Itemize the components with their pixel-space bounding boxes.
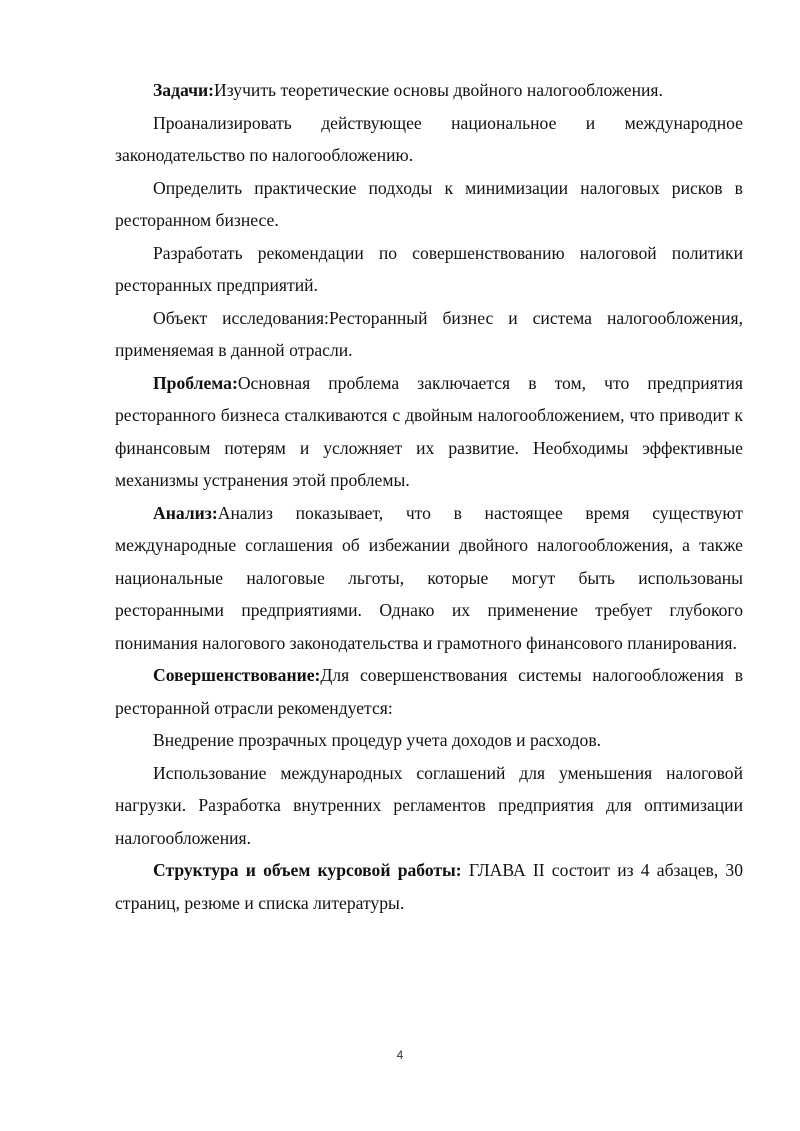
paragraph-problem	[115, 367, 743, 497]
page-number: 4	[396, 1048, 404, 1062]
paragraph-research-object	[115, 302, 743, 367]
document-body	[115, 74, 743, 919]
paragraph-improvement	[115, 659, 743, 724]
paragraph-analysis	[115, 497, 743, 660]
paragraph-text: Основная проблема заключается в том, что предприятия ресторанного бизнеса сталкиваются с двойным налогообложением, что приводит к финансовым потерям и усложняет их развитие. Необходимы эффективные механизмы устранения этой проблемы.	[115, 372, 743, 490]
paragraph-text: Изучить теоретические основы двойного налогообложения.	[214, 80, 663, 100]
paragraph-text: Объект исследования:Ресторанный бизнес и система налогообложения, применяемая в данной отрасли.	[115, 307, 743, 360]
paragraph-text: Анализ показывает, что в настоящее время существуют международные соглашения об избежании двойного налогообложения, а также национальные налоговые льготы, которые могут быть использованы ресторанными предприятиями. Однако их применение требует глубокого понимания налогового законодательства и грамотного финансового планирования.	[115, 502, 743, 653]
paragraph-text: Проанализировать действующее национальное и международное законодательство по налогообложению.	[115, 112, 743, 165]
paragraph-text: ГЛАВА II состоит из 4 абзацев, 30 страниц, резюме и списка литературы.	[115, 860, 743, 913]
paragraph-lead: Задачи:	[153, 80, 214, 100]
paragraph-lead: Структура и объем курсовой работы:	[153, 860, 462, 880]
paragraph-text: Определить практические подходы к минимизации налоговых рисков в ресторанном бизнесе.	[115, 177, 743, 230]
paragraph-lead: Проблема:	[153, 372, 238, 393]
paragraph-text: Для совершенствования системы налогообложения в ресторанной отрасли рекомендуется:	[115, 665, 743, 718]
paragraph-text: Использование международных соглашений для уменьшения налоговой нагрузки. Разработка внутренних регламентов предприятия для оптимизации налогообложения.	[115, 762, 743, 848]
paragraph-structure	[115, 854, 743, 919]
paragraph-lead: Анализ:	[153, 502, 218, 523]
paragraph-lead: Совершенствование:	[153, 665, 321, 685]
paragraph-develop-recommendations	[115, 237, 743, 302]
paragraph-define-approaches	[115, 172, 743, 237]
paragraph-tasks	[115, 74, 743, 107]
paragraph-international-agreements	[115, 757, 743, 855]
paragraph-analyze-law	[115, 107, 743, 172]
paragraph-transparent-procedures	[115, 724, 743, 757]
paragraph-text: Разработать рекомендации по совершенствованию налоговой политики ресторанных предприятий.	[115, 242, 743, 295]
paragraph-text: Внедрение прозрачных процедур учета доходов и расходов.	[153, 730, 602, 750]
